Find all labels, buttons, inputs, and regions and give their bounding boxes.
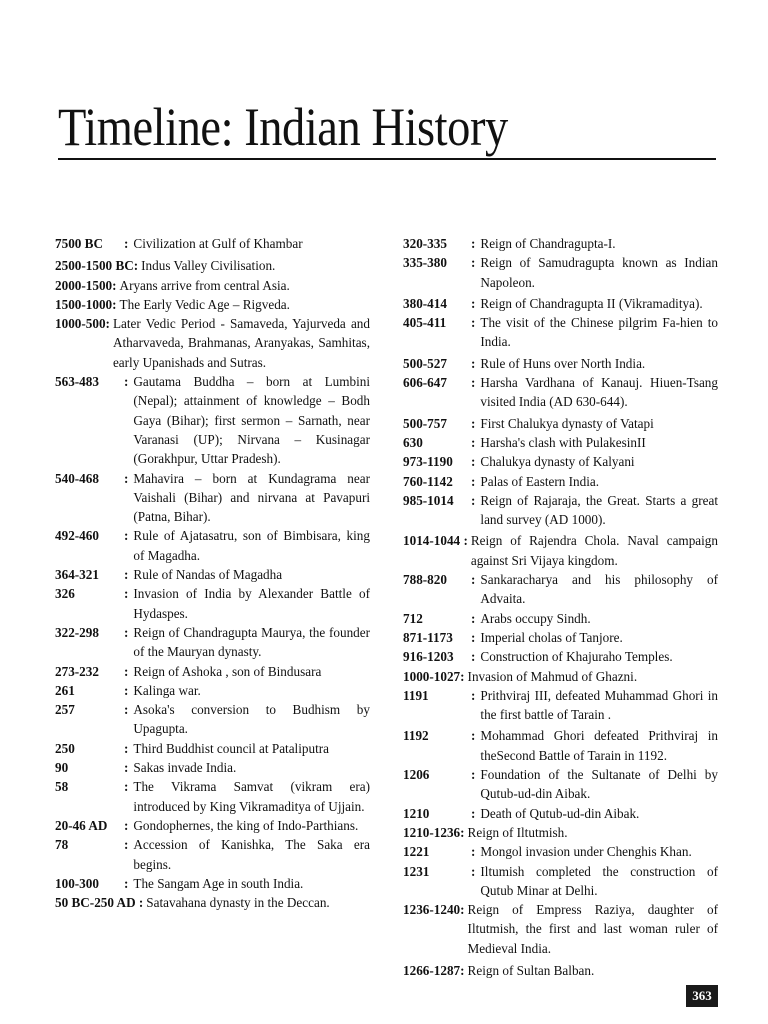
entry-text: Reign of Sultan Balban.	[467, 962, 595, 978]
entry-date: 2500-1500 BC:	[55, 258, 139, 274]
timeline-entry	[403, 842, 718, 861]
timeline-entry	[55, 874, 370, 893]
timeline-entry	[55, 565, 370, 584]
timeline-entry	[55, 584, 370, 623]
entry-text: Invasion of Mahmud of Ghazni.	[467, 668, 638, 684]
entry-text: The Vikrama Samvat (vikram era) introduced by King Vikramaditya of Ujjain.	[133, 779, 370, 814]
entry-text: Reign of Samudragupta known as Indian Napoleon.	[480, 255, 718, 290]
timeline-entry	[55, 623, 370, 662]
timeline-entry	[55, 526, 370, 565]
timeline-entry	[403, 234, 718, 253]
entry-date: 1221	[403, 844, 430, 860]
entry-text: Reign of Chandragupta Maurya, the founder of the Mauryan dynasty.	[133, 624, 370, 660]
timeline-entry	[403, 570, 718, 609]
entry-date: 630	[403, 434, 423, 450]
entry-separator: :	[471, 844, 476, 860]
entry-text: Reign of Chandragupta II (Vikramaditya).	[480, 295, 703, 311]
entry-text: Mahavira – born at Kundagrama near Vaishali (Bihar) and nirvana at Pavapuri (Patna, Bihar).	[133, 470, 370, 525]
entry-text: Reign of Iltutmish.	[467, 824, 568, 840]
entry-text: Harsha Vardhana of Kanauj. Hiuen-Tsang visited India (AD 630-644).	[480, 375, 718, 410]
entry-text: Reign of Chandragupta-I.	[480, 236, 616, 251]
entry-text: Construction of Khajuraho Temples.	[480, 649, 673, 665]
entry-date: 405-411	[403, 315, 447, 331]
entry-text: Third Buddhist council at Pataliputra	[133, 740, 329, 756]
entry-separator: :	[471, 572, 476, 588]
timeline-entry	[55, 758, 370, 777]
entry-separator: :	[471, 767, 476, 783]
timeline-entry	[55, 295, 370, 314]
timeline-entry	[55, 314, 370, 372]
entry-separator: :	[124, 586, 129, 602]
entry-date: 322-298	[55, 624, 99, 640]
entry-separator: :	[124, 624, 129, 640]
timeline-entry	[55, 835, 370, 874]
entry-separator: :	[124, 236, 129, 251]
entry-text: Arabs occupy Sindh.	[480, 610, 591, 626]
entry-text: Rule of Huns over North India.	[480, 355, 646, 371]
entry-separator: :	[471, 415, 476, 431]
timeline-entry	[55, 816, 370, 835]
timeline-entry	[403, 804, 718, 823]
entry-separator: :	[471, 492, 476, 508]
entry-date: 985-1014	[403, 492, 454, 508]
timeline-entry	[403, 452, 718, 471]
entry-date: 606-647	[403, 375, 447, 391]
entry-date: 1191	[403, 687, 429, 703]
timeline-entry	[403, 900, 718, 958]
entry-date: 7500 BC	[55, 236, 103, 251]
timeline-entry	[403, 647, 718, 666]
entry-date: 78	[55, 837, 69, 853]
entry-text: Reign of Empress Raziya, daughter of Iltutmish, the first and last woman ruler of Medieval India.	[467, 902, 718, 956]
entry-text: Invasion of India by Alexander Battle of Hydaspes.	[133, 586, 370, 621]
timeline-entry	[55, 662, 370, 681]
entry-separator: :	[471, 610, 476, 626]
entry-separator: :	[124, 663, 129, 679]
timeline-entry	[403, 313, 718, 352]
entry-separator: :	[471, 315, 476, 331]
entry-date: 250	[55, 740, 75, 756]
timeline-entry	[403, 961, 718, 980]
entry-date: 1210-1236:	[403, 824, 465, 840]
timeline-entry	[55, 469, 370, 527]
entry-text: Reign of Rajaraja, the Great. Starts a great land survey (AD 1000).	[480, 492, 718, 528]
entry-date: 1500-1000:	[55, 296, 117, 312]
entry-date: 1231	[403, 863, 430, 879]
timeline-entry	[403, 354, 718, 373]
page-title: Timeline: Indian History	[58, 97, 508, 157]
entry-separator: :	[471, 863, 476, 879]
page-number: 363	[686, 985, 718, 1007]
entry-date: 261	[55, 682, 75, 698]
timeline-entry	[403, 294, 718, 313]
entry-date: 320-335	[403, 236, 447, 251]
timeline-entry	[55, 777, 370, 816]
entry-text: First Chalukya dynasty of Vatapi	[480, 415, 654, 431]
entry-text: Gautama Buddha – born at Lumbini (Nepal); attainment of knowledge – Bodh Gaya (Bihar); first sermon – Sarnath, near Varanasi (UP); Nirvana – Kusinagar (Gorakhpur, Uttar Pradesh).	[133, 374, 370, 467]
entry-text: Chalukya dynasty of Kalyani	[480, 454, 635, 470]
entry-date: 871-1173	[403, 629, 453, 645]
entry-text: Gondophernes, the king of Indo-Parthians.	[133, 817, 359, 833]
entry-text: Foundation of the Sultanate of Delhi by Qutub-ud-din Aibak.	[480, 767, 718, 802]
timeline-entry	[55, 739, 370, 758]
timeline-entry	[55, 372, 370, 468]
entry-date: 90	[55, 760, 69, 776]
entry-text: Accession of Kanishka, The Saka era begins.	[133, 837, 370, 872]
entry-text: Aryans arrive from central Asia.	[119, 277, 290, 293]
entry-separator: :	[124, 740, 129, 756]
timeline-entry	[403, 609, 718, 628]
entry-text: Reign of Ashoka , son of Bindusara	[133, 663, 322, 679]
entry-date: 916-1203	[403, 649, 454, 665]
timeline-entry	[55, 276, 370, 295]
entry-text: Sakas invade India.	[133, 760, 237, 776]
entry-separator: :	[124, 682, 129, 698]
entry-date: 257	[55, 702, 75, 718]
timeline-entry	[403, 373, 718, 412]
timeline-entry	[403, 628, 718, 647]
entry-separator: :	[471, 295, 476, 311]
entry-text: Kalinga war.	[133, 682, 201, 698]
entry-date: 364-321	[55, 567, 99, 583]
title-underline	[58, 158, 716, 160]
entry-separator: :	[471, 434, 476, 450]
timeline-entry	[403, 686, 718, 725]
entry-separator: :	[471, 629, 476, 645]
timeline-entry	[403, 862, 718, 901]
entry-date: 50 BC-250 AD :	[55, 895, 144, 911]
entry-text: Harsha's clash with PulakesinII	[480, 434, 646, 450]
entry-separator: :	[124, 760, 129, 776]
entry-text: Reign of Rajendra Chola. Naval campaign against Sri Vijaya kingdom.	[470, 533, 718, 568]
entry-date: 563-483	[55, 374, 99, 390]
entry-text: Civilization at Gulf of Khambar	[133, 236, 303, 251]
entry-separator: :	[471, 687, 476, 703]
entry-text: The visit of the Chinese pilgrim Fa-hien to India.	[480, 315, 718, 350]
timeline-entry	[403, 823, 718, 842]
entry-date: 2000-1500:	[55, 277, 117, 293]
entry-text: Rule of Ajatasatru, son of Bimbisara, king of Magadha.	[133, 528, 370, 563]
timeline-entry	[403, 491, 718, 530]
entry-text: Satavahana dynasty in the Deccan.	[146, 895, 330, 911]
entry-date: 973-1190	[403, 454, 453, 470]
entry-separator: :	[124, 837, 129, 853]
entry-separator: :	[124, 470, 129, 486]
timeline-entry	[403, 433, 718, 452]
entry-separator: :	[471, 236, 476, 251]
entry-text: Rule of Nandas of Magadha	[133, 567, 283, 583]
entry-text: Palas of Eastern India.	[480, 473, 600, 489]
entry-date: 1236-1240:	[403, 902, 465, 918]
entry-date: 788-820	[403, 572, 447, 588]
timeline-entry	[403, 472, 718, 491]
entry-separator: :	[124, 528, 129, 544]
entry-separator: :	[124, 567, 129, 583]
entry-text: Mohammad Ghori defeated Prithviraj in theSecond Battle of Tarain in 1192.	[480, 728, 718, 763]
timeline-entry	[403, 253, 718, 292]
entry-date: 1210	[403, 805, 430, 821]
timeline-entry	[55, 893, 370, 912]
entry-date: 326	[55, 586, 75, 602]
entry-date: 492-460	[55, 528, 99, 544]
entry-separator: :	[471, 375, 476, 391]
entry-date: 712	[403, 610, 423, 626]
entry-date: 760-1142	[403, 473, 453, 489]
entry-separator: :	[124, 779, 129, 795]
entry-date: 500-757	[403, 415, 447, 431]
entry-text: Sankaracharya and his philosophy of Advaita.	[480, 572, 718, 607]
entry-separator: :	[471, 649, 476, 665]
entry-text: Imperial cholas of Tanjore.	[480, 629, 623, 645]
entry-separator: :	[471, 255, 476, 271]
entry-separator: :	[471, 473, 476, 489]
entry-date: 1206	[403, 767, 430, 783]
entry-text: Iltumish completed the construction of Qutub Minar at Delhi.	[480, 863, 718, 898]
timeline-entry	[403, 726, 718, 765]
timeline-entry	[403, 414, 718, 433]
entry-text: Asoka's conversion to Budhism by Upagupta.	[133, 702, 370, 737]
entry-date: 1000-500:	[55, 316, 110, 332]
timeline-entry	[403, 531, 718, 570]
entry-separator: :	[124, 374, 129, 390]
entry-text: Later Vedic Period - Samaveda, Yajurveda and Atharvaveda, Brahmanas, Aranyakas, Samhitas, early Upanishads and Sutras.	[112, 316, 370, 370]
entry-date: 500-527	[403, 355, 447, 371]
entry-separator: :	[471, 355, 476, 371]
entry-text: Mongol invasion under Chenghis Khan.	[480, 844, 692, 860]
entry-separator: :	[471, 728, 476, 744]
entry-text: Prithviraj III, defeated Muhammad Ghori in the first battle of Tarain .	[480, 687, 718, 723]
entry-separator: :	[471, 805, 476, 821]
entry-date: 335-380	[403, 255, 447, 271]
entry-text: The Early Vedic Age – Rigveda.	[119, 296, 290, 312]
entry-date: 1192	[403, 728, 429, 744]
timeline-entry	[55, 700, 370, 739]
entry-separator: :	[124, 702, 129, 718]
entry-text: Indus Valley Civilisation.	[141, 258, 276, 274]
entry-date: 58	[55, 779, 69, 795]
timeline-left-column	[55, 234, 370, 912]
entry-date: 1000-1027:	[403, 668, 465, 684]
entry-date: 273-232	[55, 663, 99, 679]
entry-date: 380-414	[403, 295, 447, 311]
entry-text: Death of Qutub-ud-din Aibak.	[480, 805, 640, 821]
timeline-entry	[55, 681, 370, 700]
entry-date: 100-300	[55, 875, 99, 891]
timeline-entry	[403, 765, 718, 804]
timeline-entry	[55, 234, 370, 253]
timeline-entry	[403, 667, 718, 686]
timeline-entry	[55, 256, 370, 275]
entry-date: 1014-1044 :	[403, 533, 468, 549]
entry-separator: :	[124, 875, 129, 891]
timeline-right-column	[403, 234, 718, 980]
entry-date: 540-468	[55, 470, 99, 486]
entry-text: The Sangam Age in south India.	[133, 875, 304, 891]
entry-date: 1266-1287:	[403, 962, 465, 978]
entry-separator: :	[471, 454, 476, 470]
entry-separator: :	[124, 817, 129, 833]
entry-date: 20-46 AD	[55, 817, 108, 833]
